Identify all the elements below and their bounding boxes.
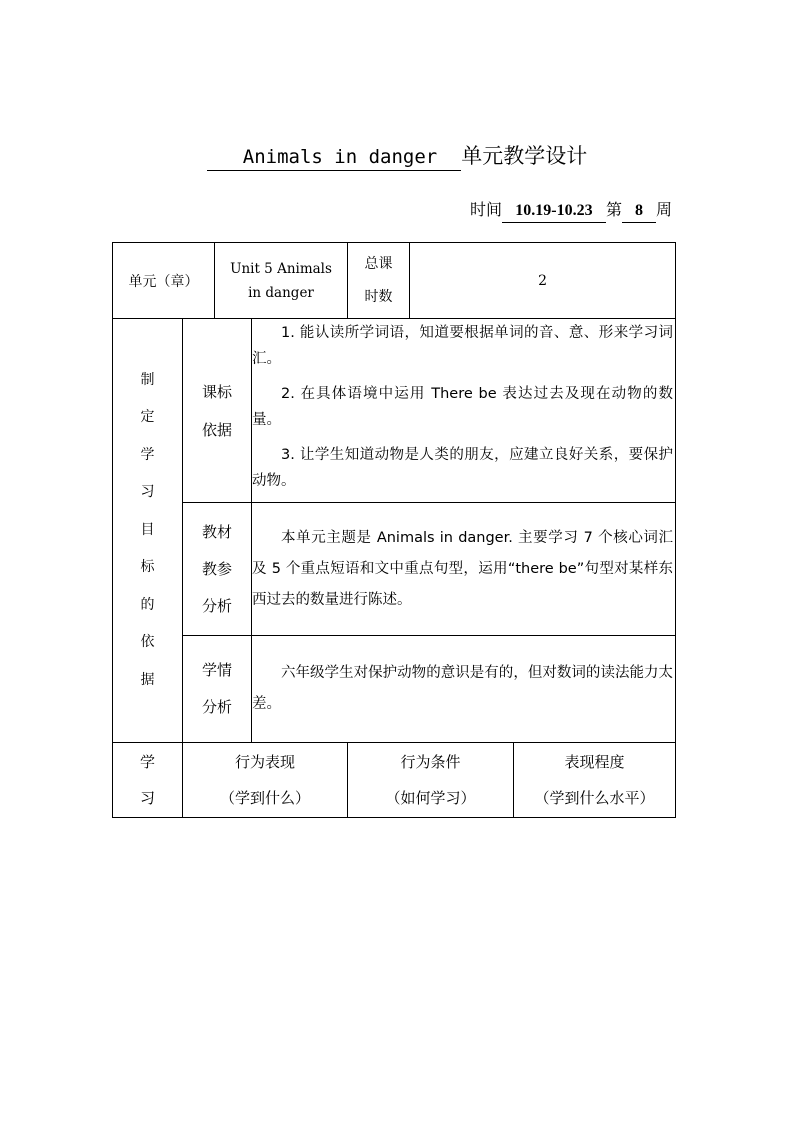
behavior-title: 行为表现 xyxy=(235,753,296,771)
unit-row xyxy=(113,243,676,319)
time-value: 10.19-10.23 xyxy=(502,200,606,223)
time-label: 时间 xyxy=(469,200,502,219)
basis-char: 制 xyxy=(140,371,155,388)
behavior-header xyxy=(183,743,348,818)
curriculum-label-1: 课标 xyxy=(201,382,232,401)
textbook-label xyxy=(183,503,252,636)
curriculum-row xyxy=(113,319,676,503)
basis-char: 定 xyxy=(140,409,155,426)
condition-header xyxy=(348,743,514,818)
week-suffix: 周 xyxy=(655,200,672,219)
textbook-label-3: 分析 xyxy=(201,596,232,615)
basis-char: 的 xyxy=(140,596,155,613)
objectives-side-1: 学 xyxy=(139,753,155,771)
curriculum-item: 1. 能认读所学词语，知道要根据单词的音、意、形来学习词汇。 xyxy=(252,325,674,367)
basis-char: 据 xyxy=(140,671,155,688)
total-hours-label xyxy=(348,243,410,319)
date-line xyxy=(470,199,672,223)
basis-char: 目 xyxy=(140,521,155,538)
title-english: Animals in danger xyxy=(207,144,461,171)
document-title xyxy=(0,143,794,171)
title-chinese: 单元教学设计 xyxy=(461,144,588,168)
curriculum-item: 3. 让学生知道动物是人类的朋友，应建立良好关系，要保护动物。 xyxy=(252,447,674,489)
total-hours-label-2: 时数 xyxy=(364,288,393,305)
learner-content xyxy=(252,636,676,743)
textbook-row xyxy=(113,503,676,636)
textbook-label-1: 教材 xyxy=(201,522,232,541)
total-hours-label-1: 总课 xyxy=(364,255,393,272)
unit-value: Unit 5 Animals in danger xyxy=(215,243,348,319)
learner-text: 六年级学生对保护动物的意识是有的，但对数词的读法能力太差。 xyxy=(252,665,674,712)
objectives-side-2: 习 xyxy=(139,789,155,807)
learner-row xyxy=(113,636,676,743)
degree-title: 表现程度 xyxy=(564,753,625,771)
unit-design-table xyxy=(112,242,676,818)
basis-char: 习 xyxy=(140,484,155,501)
basis-char: 依 xyxy=(140,634,155,651)
learner-label-2: 分析 xyxy=(201,698,232,716)
curriculum-item: 2. 在具体语境中运用 There be 表达过去及现在动物的数量。 xyxy=(252,386,674,428)
curriculum-label-2: 依据 xyxy=(201,420,232,439)
learner-label-1: 学情 xyxy=(201,661,232,679)
degree-sub: （学到什么水平） xyxy=(534,789,655,807)
condition-sub: （如何学习） xyxy=(385,789,476,807)
learner-label xyxy=(183,636,252,743)
condition-title: 行为条件 xyxy=(400,753,461,771)
curriculum-label xyxy=(183,319,252,503)
textbook-label-2: 教参 xyxy=(201,559,232,578)
unit-label: 单元（章） xyxy=(113,243,215,319)
week-value: 8 xyxy=(622,200,656,223)
curriculum-content xyxy=(252,319,676,503)
total-hours-value: 2 xyxy=(410,243,676,319)
week-prefix: 第 xyxy=(605,200,622,219)
objectives-side-label xyxy=(113,743,183,818)
degree-header xyxy=(514,743,676,818)
basis-char: 学 xyxy=(140,446,155,463)
behavior-sub: （学到什么） xyxy=(220,789,311,807)
basis-char: 标 xyxy=(140,559,155,576)
objectives-row xyxy=(113,743,676,818)
basis-side-label xyxy=(113,319,183,743)
textbook-text: 本单元主题是 Animals in danger. 主要学习 7 个核心词汇及 5 个重点短语和文中重点句型，运用“there be”句型对某样东西过去的数量进行陈述。 xyxy=(252,529,674,608)
textbook-content xyxy=(252,503,676,636)
